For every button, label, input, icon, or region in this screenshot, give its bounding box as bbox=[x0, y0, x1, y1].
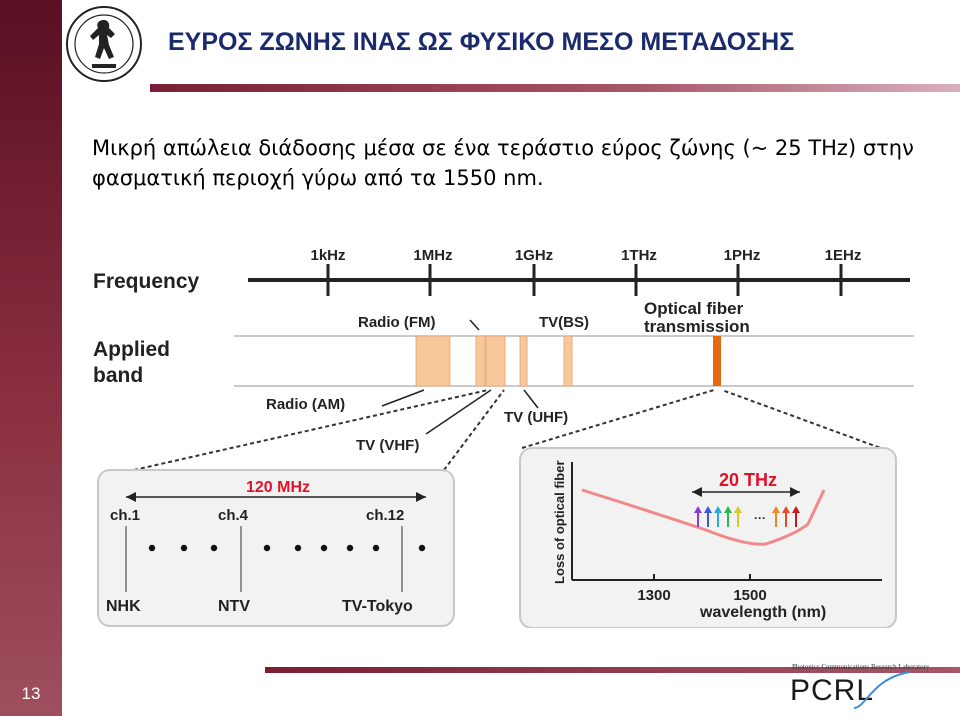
tv-vhf-label: TV (VHF) bbox=[356, 437, 420, 454]
fiber-inset-panel bbox=[520, 448, 896, 628]
station-tv-tokyo: TV-Tokyo bbox=[342, 598, 413, 615]
applied-band-label-2: band bbox=[93, 364, 144, 387]
channel-dot bbox=[181, 545, 187, 551]
channel-dot bbox=[321, 545, 327, 551]
fiber-xtick-label-1500: 1500 bbox=[733, 587, 767, 604]
radio-fm-arrow bbox=[470, 320, 479, 330]
optical-label-2: transmission bbox=[644, 317, 750, 336]
radio-am-arrow bbox=[382, 390, 424, 406]
fiber-xlabel: wavelength (nm) bbox=[700, 604, 827, 621]
body-line-1: Μικρή απώλεια διάδοσης μέσα σε ένα τεράστιο εύρος ζώνης (~ 25 THz) στην bbox=[92, 136, 914, 160]
radio-fm-label: Radio (FM) bbox=[358, 314, 436, 331]
title-divider bbox=[150, 84, 960, 92]
tv-uhf-arrow bbox=[524, 390, 538, 408]
channel-dot bbox=[264, 545, 270, 551]
applied-band-label-1: Applied bbox=[93, 338, 170, 361]
bandwidth-figure bbox=[86, 234, 936, 628]
band-block-fm bbox=[476, 336, 485, 386]
band-block-uhf bbox=[520, 336, 527, 386]
band-blocks bbox=[416, 336, 721, 386]
fiber-loss-inset bbox=[520, 448, 896, 628]
fiber-xtick-label-1300: 1300 bbox=[637, 587, 671, 604]
pcrl-logo: PCRL bbox=[790, 674, 875, 707]
body-line-2: φασματική περιοχή γύρω από τα 1550 nm. bbox=[92, 166, 544, 190]
fiber-ylabel: Loss of optical fiber bbox=[552, 460, 567, 584]
band-block-am bbox=[416, 336, 450, 386]
tick-label-1mhz: 1MHz bbox=[413, 247, 453, 264]
channel-dot bbox=[211, 545, 217, 551]
body-text bbox=[92, 133, 942, 193]
station-ntv: NTV bbox=[218, 598, 250, 615]
tick-label-1thz: 1THz bbox=[621, 247, 657, 264]
radio-am-label: Radio (AM) bbox=[266, 396, 346, 413]
tv-uhf-label: TV (UHF) bbox=[504, 409, 569, 426]
fiber-bandwidth-label: 20 THz bbox=[718, 470, 778, 490]
channel-dot bbox=[347, 545, 353, 551]
slide-number: 13 bbox=[21, 684, 41, 703]
frequency-label: Frequency bbox=[93, 270, 200, 293]
tick-label-1khz: 1kHz bbox=[310, 247, 346, 264]
channel-dot bbox=[149, 545, 155, 551]
channel-dot bbox=[419, 545, 425, 551]
zoom-line-fiber-right bbox=[722, 390, 886, 450]
university-seal-icon bbox=[64, 4, 144, 84]
tick-label-1ehz: 1EHz bbox=[824, 247, 862, 264]
slide-title: ΕΥΡΟΣ ΖΩΝΗΣ ΙΝΑΣ ΩΣ ΦΥΣΙΚΟ ΜΕΣΟ ΜΕΤΑΔΟΣΗΣ bbox=[168, 28, 795, 56]
tick-label-1ghz: 1GHz bbox=[514, 247, 554, 264]
frequency-ticks bbox=[310, 247, 861, 296]
channel-label-12: ch.12 bbox=[366, 507, 405, 524]
band-block-optical bbox=[713, 336, 721, 386]
optical-label-1: Optical fiber bbox=[644, 299, 744, 318]
tick-label-1phz: 1PHz bbox=[723, 247, 761, 264]
tv-bs-label: TV(BS) bbox=[539, 314, 589, 331]
station-nhk: NHK bbox=[106, 598, 141, 615]
channel-dot bbox=[295, 545, 301, 551]
vhf-channel-inset bbox=[98, 470, 454, 626]
channel-label-4: ch.4 bbox=[218, 507, 249, 524]
pcrl-logo-curve-icon bbox=[852, 668, 912, 712]
lab-name-small: Photonics Communications Research Laboratory bbox=[792, 663, 930, 671]
sidebar-bar bbox=[0, 0, 62, 716]
channel-label-1: ch.1 bbox=[110, 507, 141, 524]
vhf-bandwidth-label: 120 MHz bbox=[245, 479, 311, 496]
band-block-vhf bbox=[486, 336, 505, 386]
channel-dot bbox=[373, 545, 379, 551]
channel-ellipsis: ··· bbox=[754, 511, 766, 525]
band-block-bs bbox=[564, 336, 572, 386]
